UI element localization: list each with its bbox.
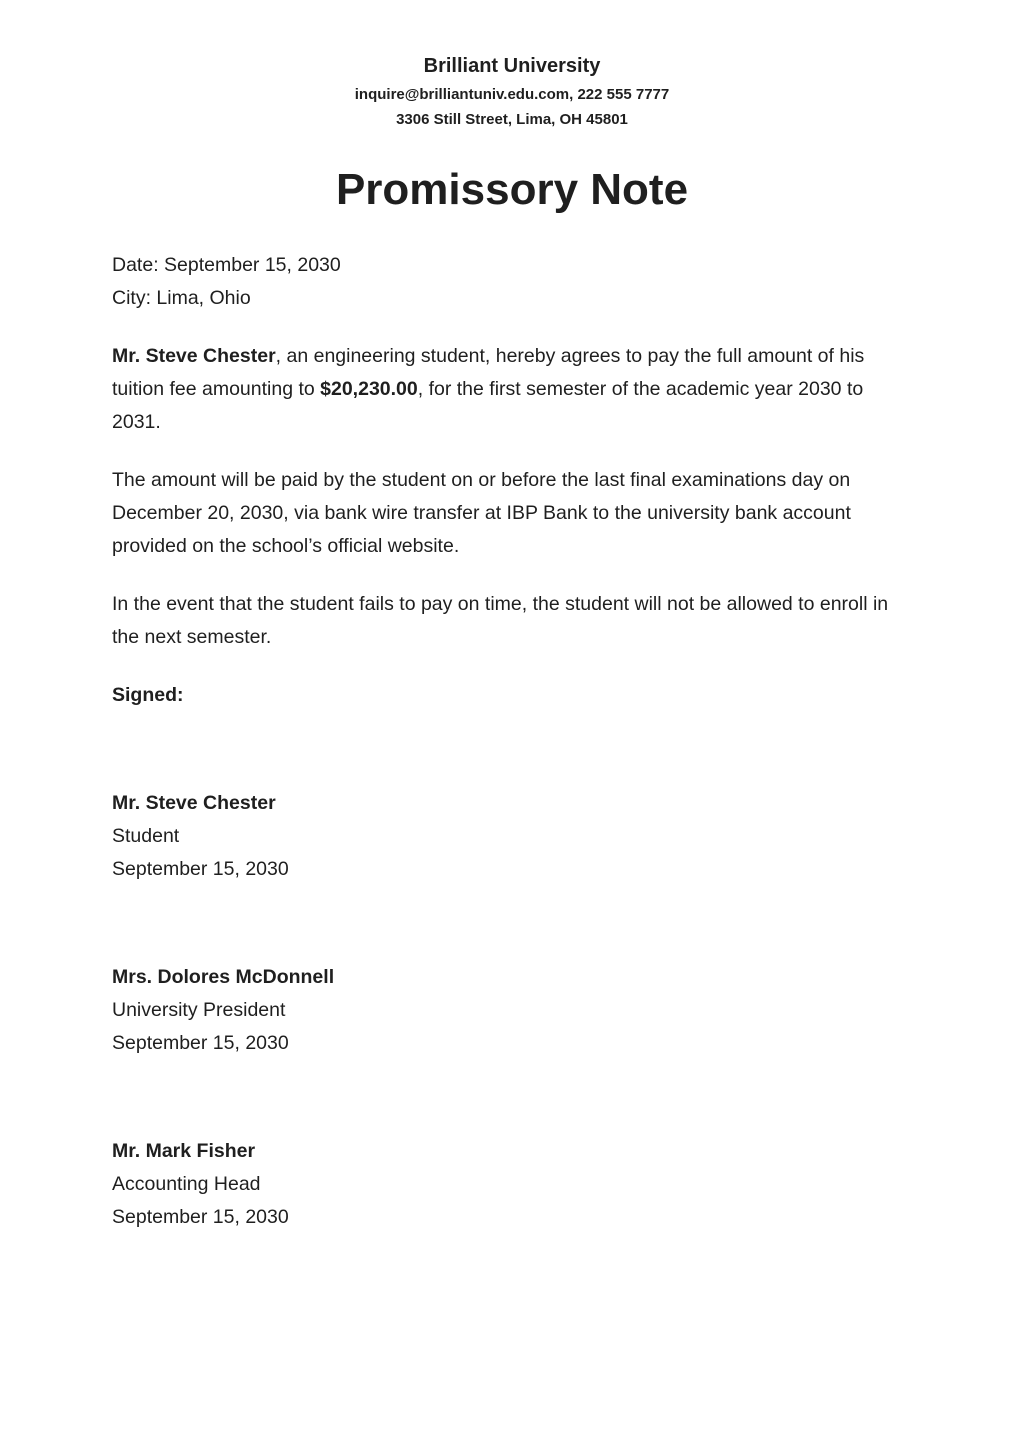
page-title: Promissory Note <box>335 165 689 214</box>
signatory-role: University President <box>112 999 286 1021</box>
org-address: 3306 Still Street, Lima, OH 45801 <box>396 111 628 128</box>
date-line: Date: September 15, 2030 <box>112 254 341 276</box>
signatory-role: Student <box>112 825 180 847</box>
signatory-name: Mrs. Dolores McDonnell <box>112 966 335 988</box>
signatory-date: September 15, 2030 <box>112 1206 289 1228</box>
signatory <box>112 1135 912 1234</box>
paragraph-payment: The amount will be paid by the student on or before the last final examinations day on December 20, 2030, via bank wire transfer at IBP Bank to the university bank account provided on the school’s official website. <box>112 469 851 557</box>
amount: $20,230.00 <box>320 378 418 400</box>
paragraph-penalty: In the event that the student fails to pay on time, the student will not be allowed to enroll in the next semester. <box>112 593 889 648</box>
signed-label: Signed: <box>112 684 184 706</box>
text: , for the first semester of the academic year 2030 to 2031. <box>112 378 864 433</box>
signatory-name: Mr. Steve Chester <box>112 792 276 814</box>
city-line: City: Lima, Ohio <box>112 287 251 309</box>
signatory-date: September 15, 2030 <box>112 1032 289 1054</box>
signatory-date: September 15, 2030 <box>112 858 289 880</box>
signatory-name: Mr. Mark Fisher <box>112 1140 256 1162</box>
text: , an engineering student, hereby agrees to pay the full amount of his tuition fee amounting to <box>112 345 865 400</box>
org-contact: inquire@brilliantuniv.edu.com, 222 555 7777 <box>354 86 670 103</box>
org-name: Brilliant University <box>423 55 601 77</box>
debtor-name: Mr. Steve Chester <box>112 345 276 367</box>
paragraph-agreement <box>112 340 912 439</box>
signatory <box>112 961 912 1060</box>
signatory-role: Accounting Head <box>112 1173 261 1195</box>
signatory <box>112 787 912 886</box>
